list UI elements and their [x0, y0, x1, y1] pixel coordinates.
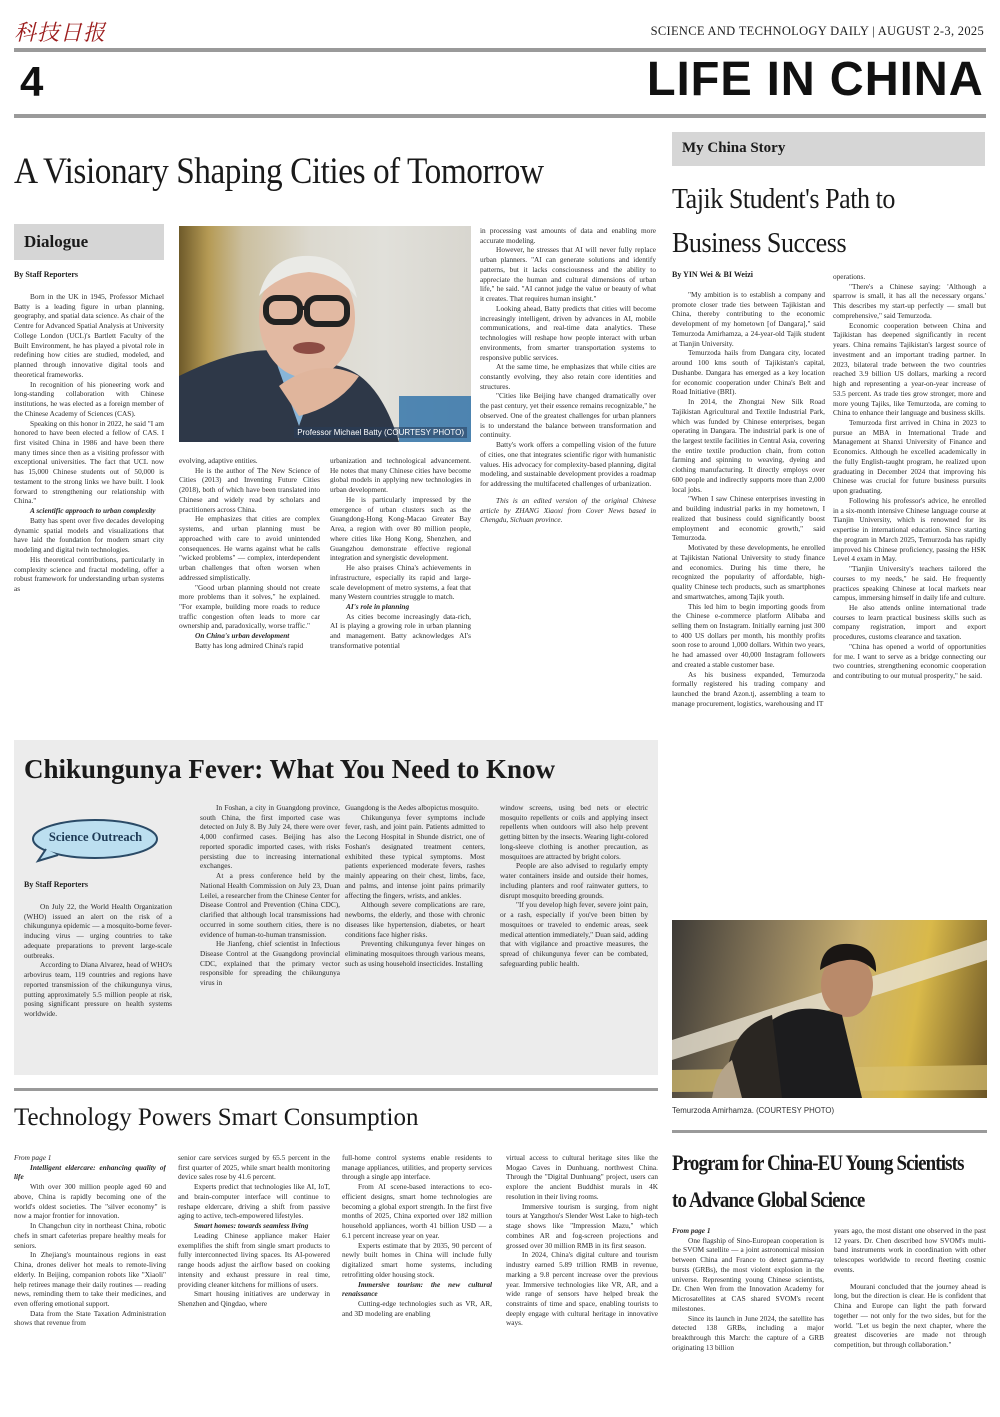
paragraph: Batty has long admired China's rapid [195, 640, 304, 650]
paragraph: Immersive tourism: the new cultural renaissance [342, 1279, 492, 1299]
paragraph: Looking ahead, Batty predicts that cities will become increasingly intelligent, driven by advances in AI, mobile communications, and real-time data analytics. These technologies will reshape how people interact with urban environments, from smarter transportation systems to responsive public services. [480, 303, 656, 362]
paragraph: On China's urban development [195, 631, 290, 641]
paragraph: He is particularly impressed by the emergence of urban clusters such as the Guangdong-Hong Kong-Macao Greater Bay Area, a region with over 80 million people, where cities like Hong Kong, Shenzhen, and Guangzhou demonstrate effective regional integration and synergistic development. [330, 494, 471, 563]
paragraph: Cutting-edge technologies such as VR, AR, and 3D modeling are enabling [342, 1299, 492, 1318]
paragraph: With over 300 million people aged 60 and above, China is rapidly becoming one of the world's oldest societies. The "silver economy" is now a major frontier for innovation. [14, 1182, 166, 1221]
paragraph: According to Diana Alvarez, head of WHO's arbovirus team, 119 countries and regions have reported transmission of the chikungunya virus, putting approximately 5.5 million people at risk, posing significant pressure on health systems worldwide. [24, 960, 172, 1019]
paragraph: One flagship of Sino-European cooperation is the SVOM satellite — a joint astronomical mission between China and France to detect gamma-ray bursts (GRBs), the most violent explosion in the universe. Representing young Chinese scientists, Dr. Chen Wen from the Innovation Academy for Microsatellites at CAS shared SVOM's recent milestones. [672, 1235, 824, 1313]
article-column [833, 272, 986, 915]
headline-line: Business Success [672, 228, 847, 259]
byline: By Staff Reporters [24, 880, 88, 889]
paragraph: At the same time, he emphasizes that while cities are constantly evolving, they also retain core identities and structures. [480, 362, 656, 391]
paragraph: Immersive tourism is surging, from night tours at Yangzhou's Slender West Lake to high-tech stage shows like "Impression Mazu," which combines AR and fog-screen projections and grossed over 30 million RMB in its first season. [506, 1201, 658, 1250]
article-column [672, 290, 825, 915]
photo-temurzoda [672, 920, 987, 1098]
paragraph: Guangdong is the Aedes albopictus mosquito. [345, 803, 479, 812]
paragraph: "Good urban planning should not create more problems than it solves," he explained. "For example, building more roads to reduce traffic congestion often leads to more car ownership and, paradoxically, worse traffic." [179, 582, 320, 631]
paragraph: Intelligent eldercare: enhancing quality of life [14, 1162, 166, 1182]
paragraph: In 2014, the Zhongtai New Silk Road Tajikistan Agricultural and Textile Industrial Park, which was funded by Chinese enterprises, began operating in Dangara. The industrial park is one of the largest textile facilities in Central Asia, covering the entire textile production chain, from cotton farming and spinning to weaving, dyeing and clothing manufacturing. It directly employs over 600 people and indirectly supports more than 2,000 local jobs. [672, 397, 825, 494]
section-divider [672, 1130, 987, 1133]
paragraph: This is an edited version of the original Chinese article by ZHANG Xiaoxi from Cover News based in Chengdu, Sichuan province. [480, 495, 656, 525]
paragraph: Temurzoda hails from Dangara city, located around 100 kms south of Tajikistan's capital, Dushanbe. Dangara has emerged as a key location for economic cooperation under China's Belt and Road Initiative (BRI). [672, 348, 825, 397]
paragraph: In Foshan, a city in Guangdong province, south China, the first imported case was detected on July 8. By July 24, there were over 4,000 confirmed cases. Beijing has also reported sporadic imported cases, with risks persisting due to increasing international exchanges. [200, 803, 340, 871]
paragraph: virtual access to cultural heritage sites like the Mogao Caves in Dunhuang, northwest China. Through the "Digital Dunhuang" project, users can explore the ancient Buddhist murals in 4K resolution in their living rooms. [506, 1153, 658, 1201]
article-column [342, 1153, 492, 1415]
portrait-illustration [179, 226, 471, 442]
science-outreach-label: Science Outreach [48, 830, 143, 844]
article-column [24, 902, 172, 1072]
paragraph: Batty has spent over five decades developing dynamic spatial models and visualizations that have laid the foundation for modern smart city modeling and digital twin technologies. [14, 515, 164, 555]
paragraph: "China has opened a world of opportunities for me. I want to serve as a bridge connecting our two countries, strengthening economic cooperation and contributing to our mutual prosperity," he said. [833, 641, 986, 681]
paragraph: evolving, adaptive entities. [179, 456, 258, 465]
paragraph: Data from the State Taxation Administration shows that revenue from [14, 1308, 166, 1328]
paragraph: Temurzoda first arrived in China in 2023 to pursue an MBA in International Trade and Management at Shanxi University of Finance and Economics. Although he excelled academically in the fully English-taught program, he realized upon graduating in December 2024 that improving his Chinese was crucial for future business pursuits upon graduating. [833, 418, 986, 496]
paragraph: He also praises China's achievements in infrastructure, especially its rapid and large-scale development of metro systems, a feat that many Western countries struggle to match. [330, 563, 471, 602]
paragraph: In Changchun city in northeast China, robotic chefs in smart cafeterias prepare healthy meals for seniors. [14, 1221, 166, 1250]
paragraph: This led him to begin importing goods from the Chinese e-commerce platform Alibaba and selling them on Instagram. Initially earning just 300 to 400 US dollars per month, his monthly profits soon rose to around 1,000 dollars. Within two years, he had amassed over 40,000 Instagram followers and created a stable customer base. [672, 601, 825, 669]
photo-caption: Temurzoda Amirhamza. (COURTESY PHOTO) [672, 1106, 835, 1115]
article-column [672, 1226, 824, 1416]
paragraph: Preventing chikungunya fever hinges on eliminating mosquitoes through various means, such as using household insecticides. Installing [345, 939, 485, 968]
paragraph: He also attends online international trade courses to learn practical business skills such as company registration, import and export procedures, customs clearance and taxation. [833, 602, 986, 642]
headline-line: to Advance Global Science [672, 1187, 865, 1212]
tag-dialogue: Dialogue [14, 224, 164, 260]
paragraph: "When I saw Chinese enterprises investing in and building industrial parks in my hometown, I realized that business could significantly boost employment and economic growth," said Temurzoda. [672, 494, 825, 543]
article-column [178, 1153, 330, 1415]
paragraph: "Cities like Beijing have changed dramatically over the past century, yet their essence remains recognizable," he observed. One of the greatest challenges for urban planners is to understand the balance between transformation and continuity. [480, 391, 656, 440]
article-column [14, 1153, 166, 1415]
paragraph: Economic cooperation between China and Tajikistan has deepened significantly in recent years. China remains Tajikistan's largest source of investment and an important trading partner. In 2023, bilateral trade between the two countries reached 3.9 billion US dollars, marking a record high and representing a year-on-year increase of 53.5 percent. As trade ties grow stronger, more and more young Tajiks, like Temurzoda, are coming to China to enhance their language and business skills. [833, 320, 986, 418]
paragraph: full-home control systems enable residents to manage appliances, utilities, and property services through a single app interface. [342, 1153, 492, 1182]
headline-line: Tajik Student's Path to [672, 184, 895, 215]
paragraph: Chikungunya fever symptoms include fever, rash, and joint pain. Patients admitted to the Lecong Hospital in Shunde district, one of Foshan's designated treatment centers, exhibited these typical symptoms. Most patients experienced moderate fevers, rashes mainly appearing on their chest, limbs, face, and palms, and intense joint pains primarily affecting the fingers, wrists, and ankles. [345, 812, 485, 900]
paragraph: His theoretical contributions, particularly in complexity science and fractal modeling, offer a robust framework for understanding urban systems as [14, 554, 164, 594]
article-column [480, 226, 656, 716]
paragraph: in processing vast amounts of data and enabling more accurate modeling. [480, 226, 656, 245]
paragraph: Although severe complications are rare, newborns, the elderly, and those with chronic diseases like hypertension, diabetes, or heart conditions face higher risks. [345, 900, 485, 939]
paragraph: years ago, the most distant one observed in the past 12 years. Dr. Chen described how SVOM's multi-band instruments work in coordination with other telescopes worldwide to record fleeting cosmic events. [834, 1226, 986, 1274]
headline-line: Program for China-EU Young Scientists [672, 1150, 964, 1175]
paragraph: AI's role in planning [346, 602, 410, 612]
paragraph: Speaking on this honor in 2022, he said "I am honored to have been elected a fellow of CAS. I first visited China in 1986 and have been there many times since then as a visiting professor with exceptional universities. The fact that UCL now has 15,000 Chinese students out of 50,000 is testament to the strong links we have built. I look forward to strengthening our relationship with China." [14, 418, 164, 506]
paragraph: Following his professor's advice, he enrolled in a six-month intensive Chinese language course at Tianjin University, which is renowned for its expertise in international education. Since starting the program in March 2025, Temurzoda has rapidly improved his Chinese proficiency, passing the HSK Level 4 exam in May. [833, 495, 986, 564]
paragraph: Motivated by these developments, he enrolled at Tajikistan National University to study finance and economics. During his time there, he recognized the popularity of affordable, high-quality Chinese tech products, such as smartphones and smartwatches, among Tajik youth. [672, 543, 825, 601]
paragraph: From AI scene-based interactions to eco-efficient designs, smart home technologies are becoming a global export strength. In the first five months of 2025, China exported over 182 million household appliances, worth 41 billion USD — a 6.1 percent increase year on year. [342, 1182, 492, 1240]
paragraph: "My ambition is to establish a company and promote closer trade ties between Tajikistan and China, thereby contributing to the economic development of my hometown [of Dangara]," said Temurzoda Amirhamza, a 24-year-old Tajik student at Tianjin University. [672, 290, 825, 348]
article-column [834, 1226, 986, 1416]
paragraph: Smart housing initiatives are underway in Shenzhen and Qingdao, where [178, 1289, 330, 1309]
paragraph: He Jianfeng, chief scientist in Infectious Disease Control at the Guangdong provincial CDC, explained that the primary vector responsible for spreading the chikungunya virus in [200, 939, 340, 988]
article-headline-visionary: A Visionary Shaping Cities of Tomorrow [14, 151, 544, 192]
paragraph: Batty's work offers a compelling vision of the future of cities, one that integrates scientific rigor with humanistic values. His advocacy for complexity-based planning, digital modeling, and sustainable development provides a roadmap for addressing the multifaceted challenges of urbanization. [480, 440, 656, 489]
paragraph: "If you develop high fever, severe joint pain, or a rash, especially if you've been bitten by mosquitoes or traveled to endemic areas, seek medical attention immediately," Duan said, adding that with vigilance and proactive measures, the spread of chikungunya fever can be combated, safeguarding public health. [500, 900, 648, 968]
article-column [330, 456, 471, 736]
article-column [500, 803, 648, 1068]
tag-my-china-story: My China Story [672, 132, 985, 166]
student-illustration [672, 920, 987, 1098]
paragraph: From page 1 [14, 1153, 52, 1162]
byline: By Staff Reporters [14, 270, 78, 279]
section-divider [14, 1088, 658, 1091]
paragraph: Since its launch in June 2024, the satellite has detected 138 GRBs, including a major breakthrough this March: the capture of a GRB originating 13 billion [672, 1313, 824, 1352]
paragraph: As cities become increasingly data-rich, AI is playing a growing role in urban planning and management. Batty acknowledges AI's transformative potential [330, 611, 471, 650]
paragraph: In Zhejiang's mountainous regions in east China, drones deliver hot meals to remote-living elderly. In Beijing, companion robots like "Xiaoli" help retirees manage their daily routines — reading news, reminding them to take their medicines, and even offering emotional support. [14, 1250, 166, 1309]
paragraph: However, he stresses that AI will never fully replace urban planners. "AI can generate solutions and identify patterns, but it lacks consciousness and the ability to appreciate the human and cultural dimensions of urban life," he said. "AI cannot judge the value or beauty of what it creates. That requires human insight." [480, 245, 656, 304]
page-number: 4 [20, 58, 44, 105]
paragraph: urbanization and technological advancement. He notes that many Chinese cities have become global models in applying new technologies in urban development. [330, 456, 471, 495]
paragraph: People are also advised to regularly empty water containers inside and outside their homes, including planters and roof rainwater gutters, to disrupt mosquito breeding grounds. [500, 861, 648, 900]
paragraph: At a press conference held by the National Health Commission on July 23, Duan Leilei, a researcher from the Chinese Center for Disease Control and Prevention (China CDC), clarified that although local transmissions had occurred in some southern cities, there is no evidence of human-to-human transmission. [200, 871, 340, 939]
article-headline-chikungunya: Chikungunya Fever: What You Need to Know [24, 754, 556, 784]
byline: By YIN Wei & BI Weizi [672, 270, 753, 279]
photo-caption: Professor Michael Batty (COURTESY PHOTO) [294, 427, 467, 438]
paragraph: On July 22, the World Health Organization (WHO) issued an alert on the risk of a chikungunya epidemic — a mosquito-borne fever-inducing virus — urging countries to take adequate preparations to prevent large-scale outbreaks. [24, 902, 172, 960]
paragraph: In recognition of his pioneering work and long-standing collaboration with Chinese institutions, he was elected as a foreign member of the Chinese Academy of Sciences (CAS). [14, 379, 164, 418]
article-column [345, 803, 485, 1068]
photo-professor-batty [179, 226, 471, 442]
section-title: LIFE IN CHINA [647, 53, 984, 106]
article-headline-tajik [672, 178, 895, 266]
science-outreach-badge [28, 815, 163, 867]
paragraph: He emphasizes that cities are complex systems, and urban planning must be approached with care to avoid unintended consequences. He warns against what he calls "wicked problems" — complex, interdependent urban challenges that often worsen when addressed simplistically. [179, 514, 320, 582]
article-column [179, 456, 320, 736]
paragraph: Mourani concluded that the journey ahead is long, but the direction is clear. He is confident that China and Europe can light the path forward together — not only for the two sides, but for the world. "Let us begin the next chapter, where the greatest discoveries are made not through competition, but through collaboration." [834, 1281, 986, 1350]
paragraph: window screens, using bed nets or electric mosquito repellents or coils and applying insect repellents when outdoors will also help prevent getting bitten by the insects. Wearing light-colored long-sleeve clothing is another precaution, as mosquitoes are attracted by bright colors. [500, 803, 648, 861]
paragraph: Experts estimate that by 2035, 90 percent of newly built homes in China will include fully digitalized smart home systems, including retrofitting older housing stock. [342, 1240, 492, 1279]
article-column [14, 292, 164, 732]
paragraph: A scientific approach to urban complexity [30, 506, 156, 516]
newspaper-logo: 科技日报 [14, 21, 107, 46]
paragraph: From page 1 [672, 1226, 711, 1235]
paragraph: operations. [833, 272, 866, 281]
paragraph: Leading Chinese appliance maker Haier exemplifies the shift from single smart products to fully interconnected living spaces. Its AI-powered range hoods adjust the airflow based on cooking intensity and exhaust pressure in real time, providing cleaner kitchens for millions of users. [178, 1230, 330, 1289]
paragraph: He is the author of The New Science of Cities (2013) and Inventing Future Cities (2018), both of which have been translated into Chinese and widely read by scholars and practitioners across China. [179, 465, 320, 514]
article-headline-china-eu [672, 1144, 964, 1218]
paragraph: Experts predict that technologies like AI, IoT, and brain-computer interface will continue to reshape eldercare, driving a shift from passive aging to active, tech-empowered lifestyles. [178, 1182, 330, 1221]
paragraph: As his business expanded, Temurzoda formally registered his trading company and launched the brand Azon.tj, assembling a team to manage procurement, logistics, warehousing and IT [672, 669, 825, 708]
article-column [506, 1153, 658, 1415]
paragraph: In 2024, China's digital culture and tourism industry earned 5.89 trillion RMB in revenue, marking a 9.8 percent increase over the previous year. Immersive technologies like VR, AR, and a wide range of sensors have helped break the constraints of time and space, enabling tourists to deeply engage with cultural heritage in innovative ways. [506, 1250, 658, 1328]
section-divider [14, 114, 986, 118]
paragraph: Born in the UK in 1945, Professor Michael Batty is a leading figure in urban planning, geography, and spatial data science. As chair of the Centre for Advanced Spatial Analysis at University College London (UCL)'s Bartlett Faculty of the Built Environment, he has played a pivotal role in redefining how cities are studied, modeled, and planned through innovative digital tools and theoretical frameworks. [14, 292, 164, 379]
paper-date-line: SCIENCE AND TECHNOLOGY DAILY | AUGUST 2-3, 2025 [650, 24, 984, 38]
article-column [200, 803, 340, 1068]
paragraph: "Tianjin University's teachers tailored the courses to my needs," he said. He frequently practices speaking Chinese at local markets near campus, immersing himself in daily life and culture. [833, 564, 986, 603]
paragraph: Smart homes: towards seamless living [194, 1221, 309, 1231]
paragraph: senior care services surged by 65.5 percent in the first quarter of 2025, while smart health monitoring device sales rose by 41.6 percent. [178, 1153, 330, 1182]
paragraph: "There's a Chinese saying: 'Although a sparrow is small, it has all the necessary organs.' This describes my start-up perfectly — small but comprehensive," said Temurzoda. [833, 281, 986, 320]
article-headline-smart-consumption: Technology Powers Smart Consumption [14, 1104, 419, 1131]
